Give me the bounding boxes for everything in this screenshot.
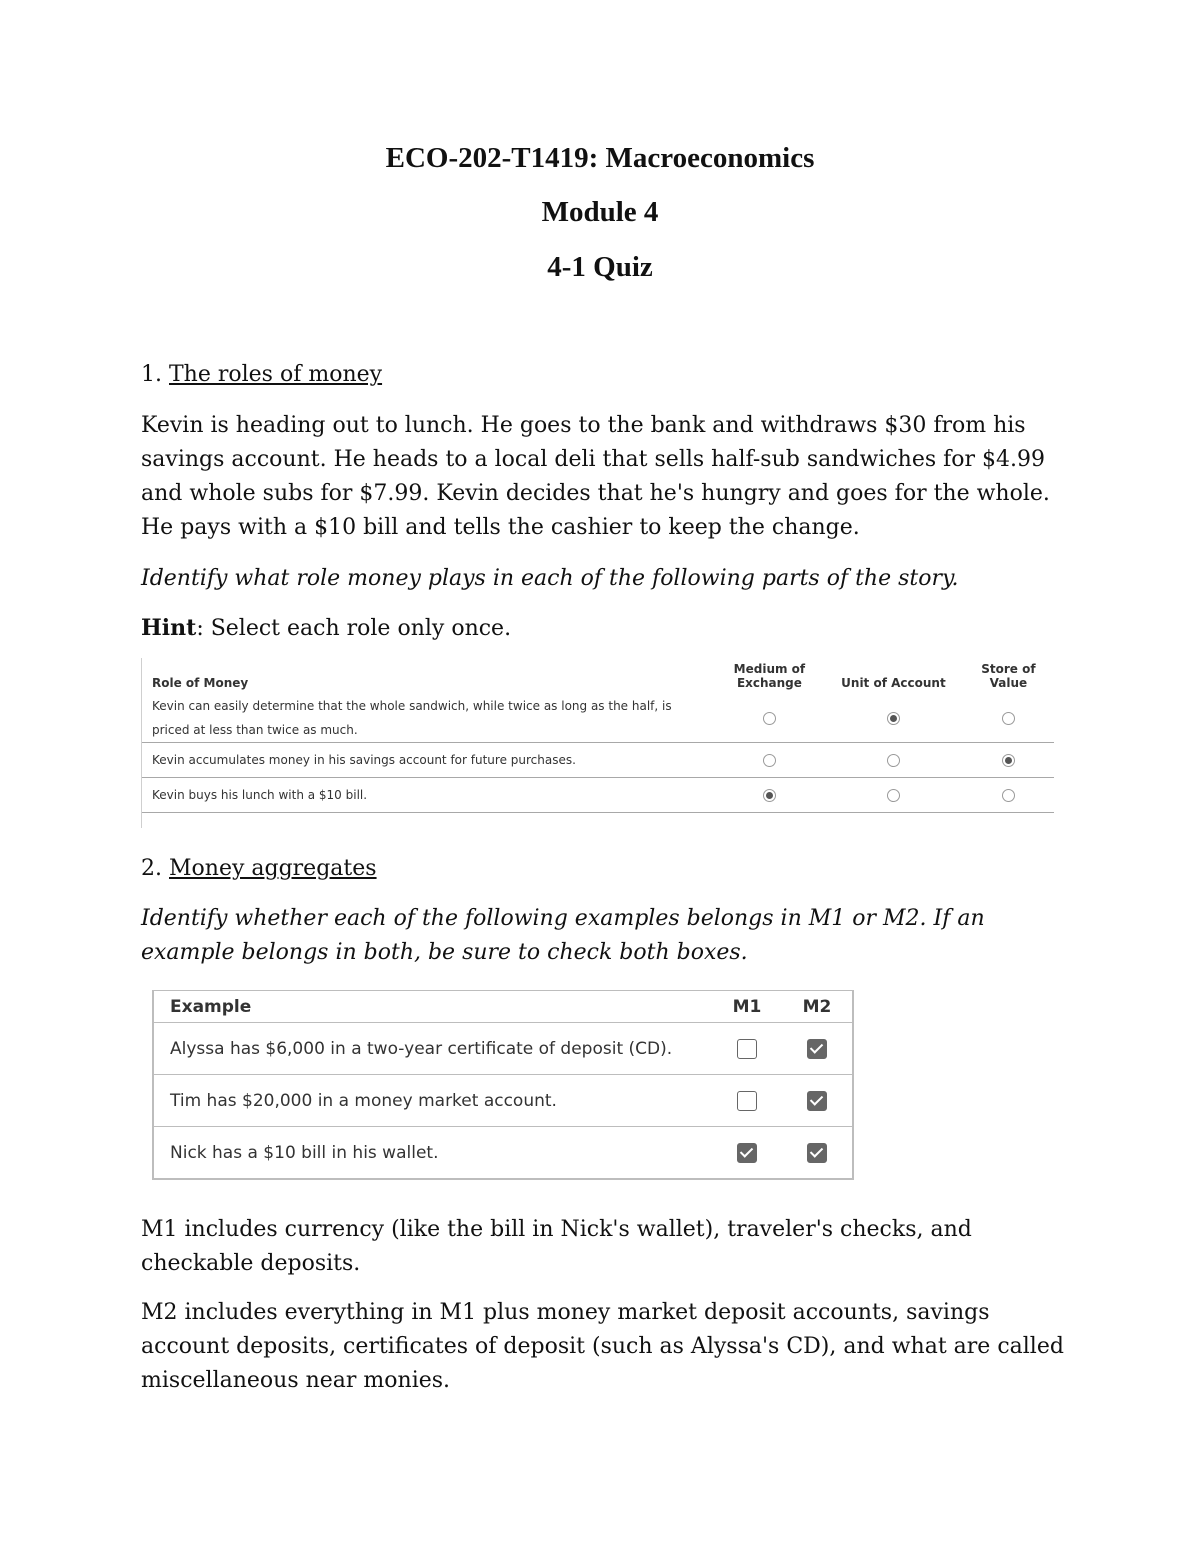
radio-cell [963,778,1054,813]
quiz-title: 4-1 Quiz [547,251,653,283]
module-title: Module 4 [541,196,659,228]
radio-button-medium-of-exchange[interactable] [763,712,776,725]
col-medium-of-exchange: Medium of Exchange [733,662,806,690]
radio-cell [963,694,1054,743]
hint-label: Hint [141,615,197,641]
col-store-of-value: Store of Value [981,662,1036,690]
question-1-number: 1. [141,362,162,387]
checkbox-cell [712,1075,782,1127]
table-row [153,1023,853,1075]
course-title: ECO-202-T1419: Macroeconomics [385,142,815,174]
example-text: Tim has $20,000 in a money market account. [153,1075,712,1127]
col-role-of-money: Role of Money [152,676,249,690]
role-scenario-text: Kevin accumulates money in his savings account for future purchases. [142,743,715,778]
radio-cell [963,743,1054,778]
radio-button-unit-of-account[interactable] [887,712,900,725]
question-1-story: Kevin is heading out to lunch. He goes to the bank and withdraws $30 from his savings account. He heads to a local deli that sells half-sub sandwiches for $4.99 and whole subs for $7.99. Kevin decides that he's hungry and goes for the whole. He pays with a $10 bill and tells the cashier to keep the change. [141,413,1050,540]
radio-cell [715,743,824,778]
radio-cell [715,778,824,813]
table-row [142,743,1054,778]
col-m2: M2 [782,991,853,1023]
m2-checkbox[interactable] [807,1091,827,1111]
m1-checkbox[interactable] [737,1143,757,1163]
radio-cell [824,778,963,813]
role-scenario-text: Kevin can easily determine that the whole sandwich, while twice as long as the half, is priced at less than twice as much. [152,699,672,737]
radio-button-store-of-value[interactable] [1002,754,1015,767]
table-row [142,694,1054,743]
table-row [142,778,1054,813]
roles-of-money-table [141,658,1054,828]
example-text: Nick has a $10 bill in his wallet. [153,1127,712,1180]
money-aggregates-table [152,990,854,1180]
radio-cell [824,694,963,743]
table-row [153,1127,853,1180]
question-2-number: 2. [141,856,162,881]
question-1-heading [141,362,382,387]
hint-text: : Select each role only once. [196,616,512,641]
col-m1: M1 [712,991,782,1023]
radio-button-medium-of-exchange[interactable] [763,754,776,767]
radio-button-store-of-value[interactable] [1002,789,1015,802]
m2-explanation: M2 includes everything in M1 plus money market deposit accounts, savings account deposits, certificates of deposit (such as Alyssa's CD), and what are called miscellaneous near monies. [141,1300,1064,1393]
col-example: Example [153,991,712,1023]
m1-explanation: M1 includes currency (like the bill in Nick's wallet), traveler's checks, and checkable deposits. [141,1217,972,1276]
m1-checkbox[interactable] [737,1039,757,1059]
table-header-row [142,658,1054,694]
checkbox-cell [782,1127,853,1180]
table-header-row [153,991,853,1023]
question-2-instruction: Identify whether each of the following examples belongs in M1 or M2. If an example belongs in both, be sure to check both boxes. [141,906,985,965]
table-row [153,1075,853,1127]
checkbox-cell [782,1023,853,1075]
radio-button-unit-of-account[interactable] [887,789,900,802]
radio-button-store-of-value[interactable] [1002,712,1015,725]
question-1-instruction: Identify what role money plays in each of the following parts of the story. [141,566,959,591]
question-1-title: The roles of money [169,362,383,387]
m2-checkbox[interactable] [807,1039,827,1059]
radio-cell [715,694,824,743]
question-1-hint [141,611,1071,646]
radio-button-unit-of-account[interactable] [887,754,900,767]
checkbox-cell [782,1075,853,1127]
radio-button-medium-of-exchange[interactable] [763,789,776,802]
checkbox-cell [712,1023,782,1075]
question-2-heading [141,856,377,881]
role-scenario-text: Kevin buys his lunch with a $10 bill. [142,778,715,813]
m2-checkbox[interactable] [807,1143,827,1163]
col-unit-of-account: Unit of Account [841,676,946,690]
m1-checkbox[interactable] [737,1091,757,1111]
radio-cell [824,743,963,778]
question-2-title: Money aggregates [169,856,377,881]
example-text: Alyssa has $6,000 in a two-year certificate of deposit (CD). [153,1023,712,1075]
checkbox-cell [712,1127,782,1180]
